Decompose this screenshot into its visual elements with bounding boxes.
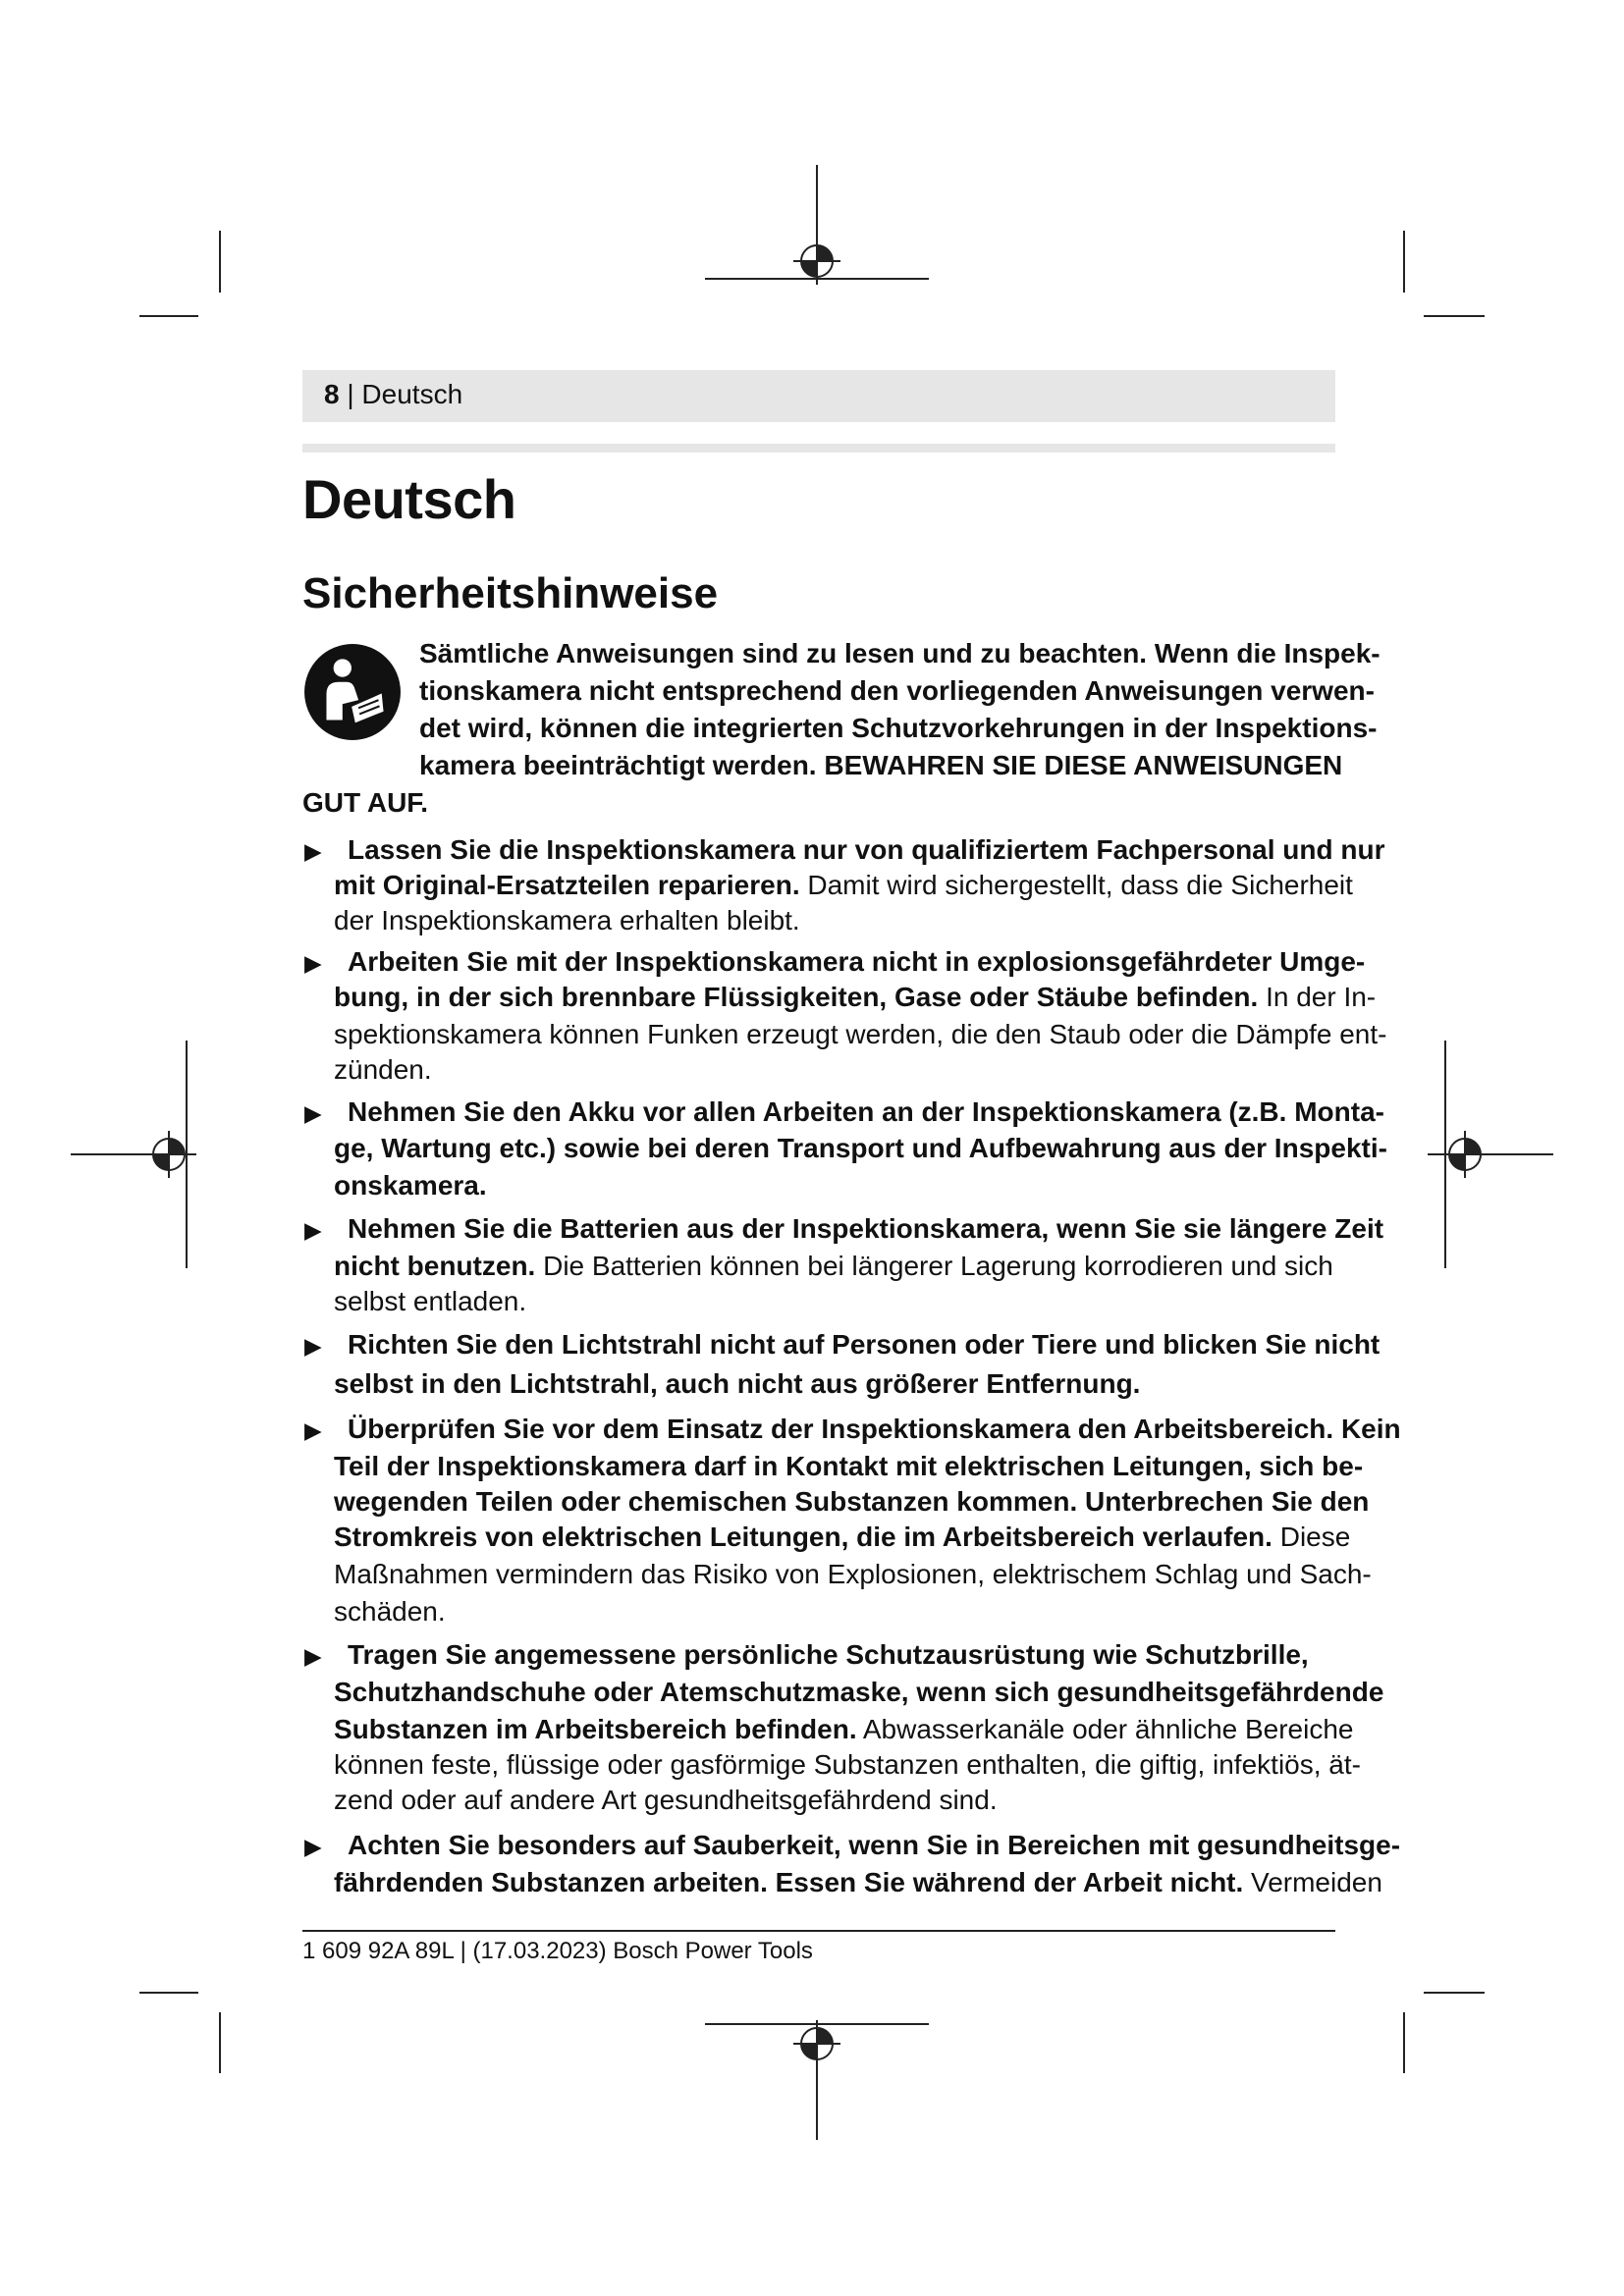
body-text: Vermeiden [1243, 1867, 1382, 1897]
bullet-line [348, 1832, 1400, 1859]
intro-line: kamera beeinträchtigt werden. BEWAHREN SIE DIESE ANWEISUNGEN [419, 750, 1343, 780]
bullet-line [334, 1716, 1354, 1743]
body-text: Abwasserkanäle oder ähnliche Bereiche [856, 1714, 1354, 1744]
bold-text: Stromkreis von elektrischen Leitungen, die im Arbeitsbereich verlaufen. [334, 1522, 1272, 1552]
bullet-icon: ▶ [304, 1834, 322, 1859]
bullet-icon: ▶ [304, 1100, 322, 1126]
bullet-line [348, 1215, 1383, 1243]
header-separator: | [347, 379, 354, 409]
bold-text: Richten Sie den Lichtstrahl nicht auf Personen oder Tiere und blicken Sie nicht [348, 1329, 1380, 1360]
bold-text: bung, in der sich brennbare Flüssigkeiten, Gase oder Stäube befinden. [334, 982, 1259, 1012]
bullet-line [334, 1679, 1383, 1706]
bullet-icon: ▶ [304, 1217, 322, 1243]
bullet-line [334, 1453, 1363, 1480]
body-text: der Inspektionskamera erhalten bleibt. [334, 905, 800, 935]
bullet-icon: ▶ [304, 1643, 322, 1669]
header-section: Deutsch [361, 379, 463, 409]
section-heading: Sicherheitshinweise [302, 569, 719, 617]
header-rule [302, 444, 1335, 453]
bullet-icon: ▶ [304, 838, 322, 864]
bold-text: Nehmen Sie den Akku vor allen Arbeiten an der Inspektionskamera (z.B. Monta- [348, 1096, 1384, 1127]
bullet-line [334, 984, 1376, 1011]
body-text: schäden. [334, 1596, 446, 1627]
bullet-line [348, 1641, 1309, 1669]
bold-text: onskamera. [334, 1170, 487, 1201]
body-text: Maßnahmen vermindern das Risiko von Explosionen, elektrischem Schlag und Sach- [334, 1559, 1372, 1589]
bullet-line [348, 1098, 1384, 1126]
bold-text: Achten Sie besonders auf Sauberkeit, wenn Sie in Bereichen mit gesundheitsge- [348, 1830, 1401, 1860]
body-text: Die Batterien können bei längerer Lagerung korrodieren und sich [535, 1251, 1333, 1281]
bullet-line [348, 1331, 1380, 1359]
bold-text: ge, Wartung etc.) sowie bei deren Transport und Aufbewahrung aus der Inspekti- [334, 1133, 1387, 1163]
bullet-line [334, 1021, 1386, 1048]
bullet-line [334, 907, 800, 934]
bullet-icon: ▶ [304, 1417, 322, 1443]
bullet-line [334, 1561, 1372, 1588]
page-footer: 1 609 92A 89L | (17.03.2023) Bosch Power Tools [302, 1938, 813, 1964]
bold-text: Tragen Sie angemessene persönliche Schutzausrüstung wie Schutzbrille, [348, 1639, 1309, 1670]
bullet-icon: ▶ [304, 1333, 322, 1359]
bullet-line [334, 1253, 1333, 1280]
bold-text: Teil der Inspektionskamera darf in Kontakt mit elektrischen Leitungen, sich be- [334, 1451, 1364, 1481]
bold-text: Überprüfen Sie vor dem Einsatz der Inspektionskamera den Arbeitsbereich. Kein [348, 1414, 1401, 1444]
bold-text: Lassen Sie die Inspektionskamera nur von qualifiziertem Fachpersonal und nur [348, 834, 1385, 865]
read-manual-icon [302, 642, 403, 742]
page-title: Deutsch [302, 468, 516, 530]
intro-line: det wird, können die integrierten Schutzvorkehrungen in der Inspektions- [419, 713, 1378, 743]
header-text [324, 379, 462, 410]
body-text: können feste, flüssige oder gasförmige Substanzen enthalten, die giftig, infektiös, ät- [334, 1749, 1361, 1780]
bullet-line [334, 1172, 487, 1200]
bold-text: Arbeiten Sie mit der Inspektionskamera nicht in explosionsgefährdeter Umge- [348, 946, 1366, 977]
bold-text: mit Original-Ersatzteilen reparieren. [334, 870, 800, 900]
bullet-line [348, 836, 1385, 864]
footer-rule [302, 1930, 1335, 1932]
bullet-line [348, 948, 1365, 976]
bullet-line [334, 1135, 1387, 1162]
bold-text: Schutzhandschuhe oder Atemschutzmaske, wenn sich gesundheitsgefährdende [334, 1677, 1384, 1707]
bullet-line [334, 1751, 1361, 1779]
body-text: selbst entladen. [334, 1286, 527, 1316]
bullet-line [334, 1869, 1382, 1896]
intro-line: tionskamera nicht entsprechend den vorliegenden Anweisungen verwen- [419, 675, 1375, 706]
body-text: Damit wird sichergestellt, dass die Sicherheit [799, 870, 1353, 900]
body-text: In der In- [1258, 982, 1377, 1012]
bold-text: wegenden Teilen oder chemischen Substanzen kommen. Unterbrechen Sie den [334, 1486, 1370, 1517]
body-text: spektionskamera können Funken erzeugt werden, die den Staub oder die Dämpfe ent- [334, 1019, 1387, 1049]
bullet-line [334, 1370, 1140, 1398]
bullet-line [348, 1415, 1401, 1443]
bullet-line [334, 1523, 1350, 1551]
page-header [302, 370, 1335, 422]
bullet-line [334, 872, 1353, 899]
bullet-icon: ▶ [304, 950, 322, 976]
body-text: zünden. [334, 1054, 432, 1085]
body-text: Diese [1272, 1522, 1351, 1552]
page-number: 8 [324, 379, 340, 409]
body-text: zend oder auf andere Art gesundheitsgefährdend sind. [334, 1785, 998, 1815]
bold-text: selbst in den Lichtstrahl, auch nicht aus größerer Entfernung. [334, 1368, 1141, 1399]
bullet-line [334, 1488, 1369, 1516]
bullet-line [334, 1288, 526, 1315]
bullet-line [334, 1598, 446, 1626]
intro-line: Sämtliche Anweisungen sind zu lesen und zu beachten. Wenn die Inspek- [419, 638, 1380, 668]
intro-line: GUT AUF. [302, 787, 429, 818]
bold-text: Substanzen im Arbeitsbereich befinden. [334, 1714, 857, 1744]
bold-text: Nehmen Sie die Batterien aus der Inspektionskamera, wenn Sie sie längere Zeit [348, 1213, 1384, 1244]
bold-text: nicht benutzen. [334, 1251, 536, 1281]
bullet-line [334, 1056, 432, 1084]
bold-text: fährdenden Substanzen arbeiten. Essen Sie während der Arbeit nicht. [334, 1867, 1244, 1897]
bullet-line [334, 1787, 998, 1814]
